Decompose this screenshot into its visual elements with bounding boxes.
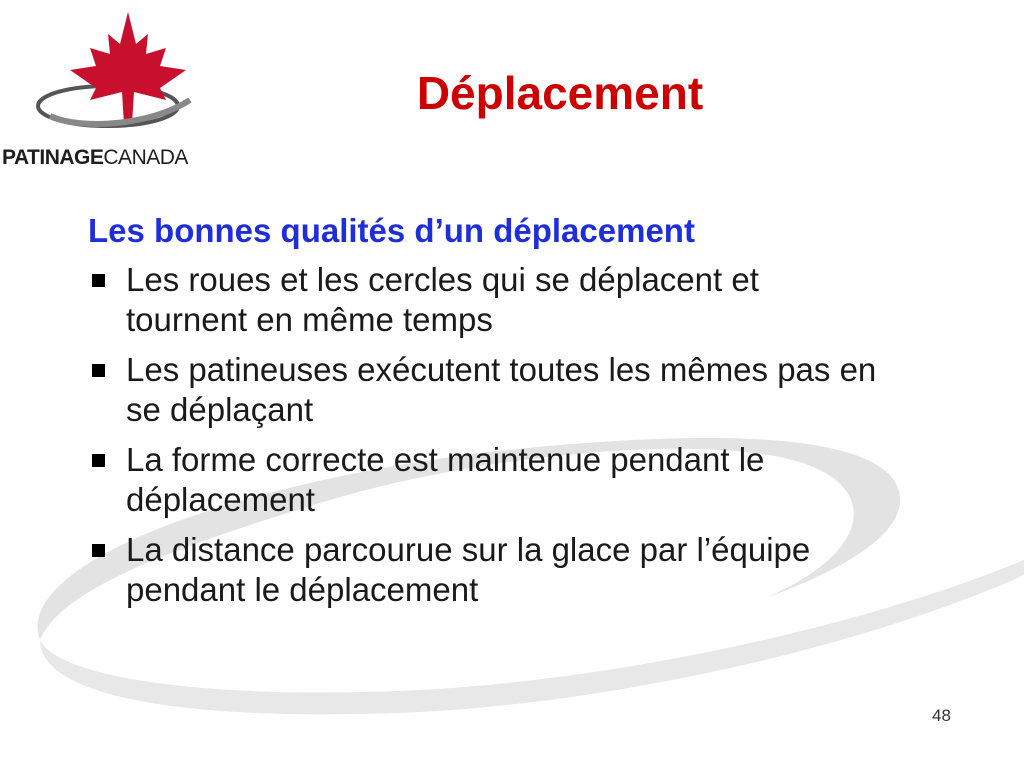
logo-text-light: CANADA	[103, 146, 188, 169]
page-number: 48	[932, 706, 951, 725]
bullet-item	[88, 530, 886, 610]
bullet-item	[88, 350, 886, 430]
maple-leaf-icon	[0, 8, 240, 148]
patinage-canada-logo	[0, 8, 240, 168]
slide-title: Déplacement	[416, 67, 704, 119]
bullet-list	[88, 260, 908, 610]
bullet-text: Les roues et les cercles qui se déplacent et tournent en même temps	[126, 261, 759, 338]
bullet-item	[88, 260, 886, 340]
logo-wordmark	[2, 146, 238, 170]
bullet-item	[88, 440, 886, 520]
square-bullet-icon	[92, 454, 105, 467]
square-bullet-icon	[92, 364, 105, 377]
logo-text-bold: PATINAGE	[2, 146, 104, 169]
square-bullet-icon	[92, 274, 105, 287]
slide-subtitle: Les bonnes qualités d’un déplacement	[88, 212, 695, 249]
square-bullet-icon	[92, 544, 105, 557]
bullet-text: Les patineuses exécutent toutes les mêmes pas en se déplaçant	[126, 351, 877, 428]
bullet-text: La distance parcourue sur la glace par l’équipe pendant le déplacement	[126, 531, 811, 608]
bullet-text: La forme correcte est maintenue pendant le déplacement	[126, 441, 765, 518]
slide-content	[88, 210, 908, 620]
